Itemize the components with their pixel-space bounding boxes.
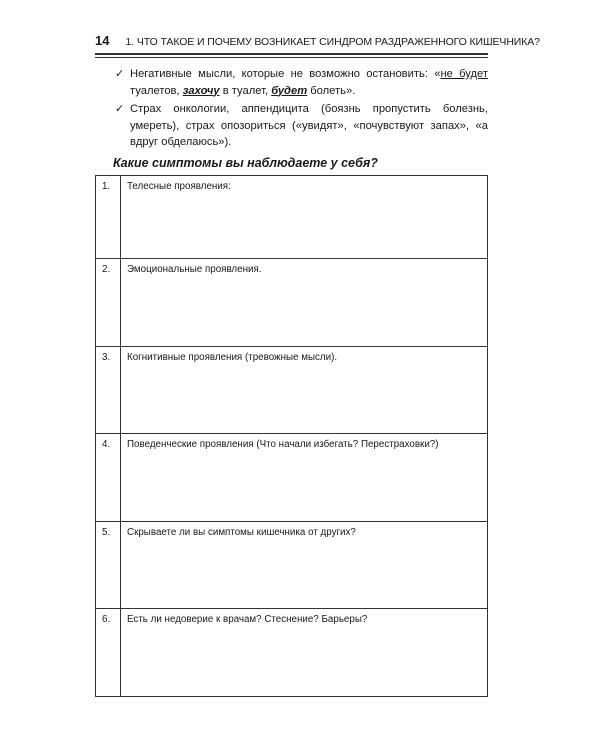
table-row bbox=[96, 176, 488, 259]
row-number: 5. bbox=[96, 522, 121, 609]
checkmark-icon: ✓ bbox=[115, 103, 125, 115]
row-prompt: Скрываете ли вы симптомы кишечника от других? bbox=[127, 527, 356, 538]
emphasis-phrase: будет bbox=[271, 84, 308, 97]
table-row bbox=[96, 609, 488, 697]
row-prompt-cell[interactable] bbox=[121, 347, 488, 434]
row-prompt: Есть ли недоверие к врачам? Стеснение? Барьеры? bbox=[127, 614, 368, 625]
bullet-item bbox=[115, 101, 488, 151]
row-number: 2. bbox=[96, 259, 121, 347]
row-number: 1. bbox=[96, 176, 121, 259]
table-row bbox=[96, 259, 488, 347]
row-prompt: Поведенческие проявления (Что начали избегать? Перестраховки?) bbox=[127, 439, 439, 450]
checkmark-icon: ✓ bbox=[115, 68, 125, 80]
header-rule-thin bbox=[95, 57, 488, 58]
row-prompt-cell[interactable] bbox=[121, 176, 488, 259]
bullet-text-part: туалетов, bbox=[130, 84, 183, 97]
bullet-text-part: в туалет, bbox=[219, 84, 272, 97]
row-prompt: Когнитивные проявления (тревожные мысли). bbox=[127, 352, 338, 363]
emphasis-phrase: захочу bbox=[182, 84, 220, 97]
header-rule bbox=[95, 53, 488, 55]
row-prompt-cell[interactable] bbox=[121, 434, 488, 522]
bullet-list bbox=[115, 66, 488, 153]
running-title: 1. ЧТО ТАКОЕ И ПОЧЕМУ ВОЗНИКАЕТ СИНДРОМ РАЗДРАЖЕННОГО КИШЕЧНИКА? bbox=[125, 36, 540, 48]
page-number: 14 bbox=[95, 33, 110, 48]
bullet-item bbox=[115, 66, 488, 99]
bullet-text-part: болеть». bbox=[307, 84, 356, 97]
bullet-text-part: Негативные мысли, которые не возможно остановить: « bbox=[130, 68, 441, 80]
underlined-phrase: не будет bbox=[440, 68, 488, 80]
table-row bbox=[96, 434, 488, 522]
table-row bbox=[96, 522, 488, 609]
row-prompt-cell[interactable] bbox=[121, 259, 488, 347]
row-number: 6. bbox=[96, 609, 121, 697]
row-prompt: Эмоциональные проявления. bbox=[127, 264, 262, 275]
row-prompt-cell[interactable] bbox=[121, 609, 488, 697]
row-prompt: Телесные проявления: bbox=[127, 181, 231, 192]
table-row bbox=[96, 347, 488, 434]
row-number: 3. bbox=[96, 347, 121, 434]
row-prompt-cell[interactable] bbox=[121, 522, 488, 609]
bullet-text: Страх онкологии, аппендицита (боязнь пропустить болезнь, умереть), страх опозориться («увидят», «почувствуют запах», «а вдруг обделаюсь»). bbox=[130, 103, 488, 148]
symptoms-worksheet-table bbox=[95, 175, 488, 697]
row-number: 4. bbox=[96, 434, 121, 522]
section-heading: Какие симптомы вы наблюдаете у себя? bbox=[113, 156, 378, 170]
page-header bbox=[95, 33, 540, 53]
